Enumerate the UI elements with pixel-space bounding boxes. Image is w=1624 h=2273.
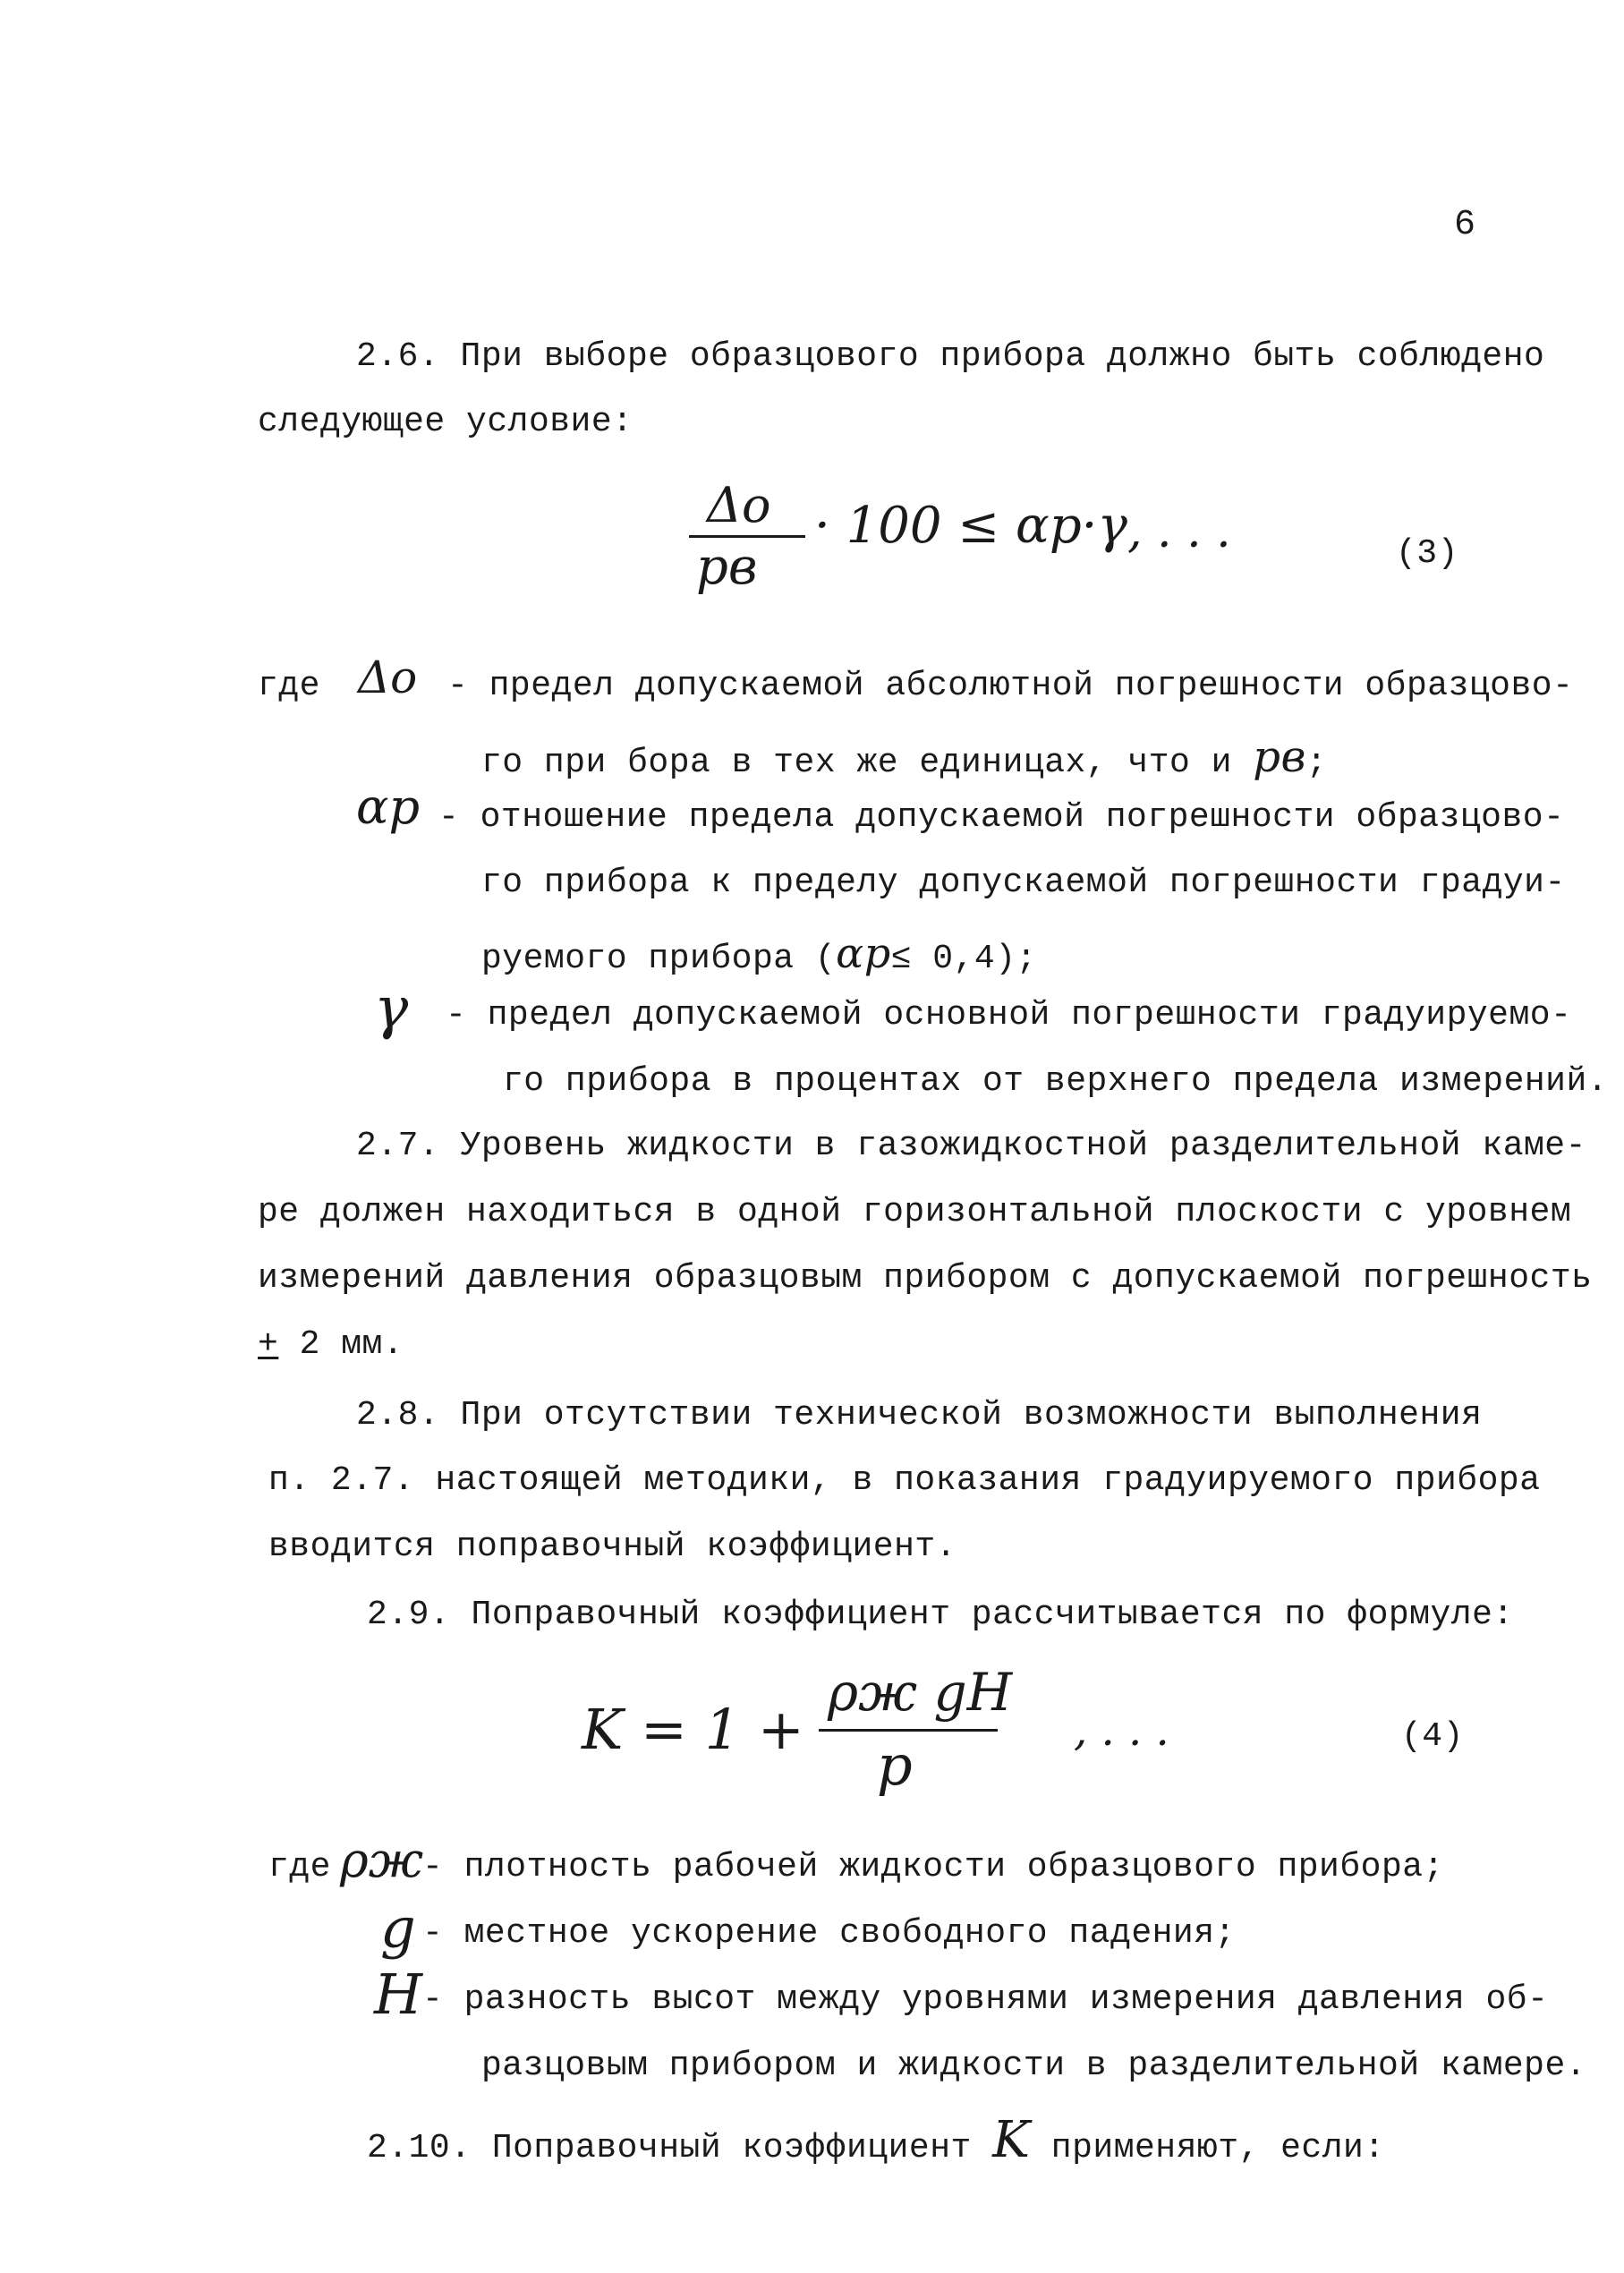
eq4-numerator: ρж gH bbox=[828, 1662, 1013, 1723]
g-definition-line-1: - местное ускорение свободного падения; bbox=[422, 1914, 1236, 1953]
section-2-9-line-1: 2.9. Поправочный коэффициент рассчитывается по формуле: bbox=[367, 1596, 1514, 1634]
eq4-label: (4) bbox=[1401, 1717, 1464, 1756]
eq3-tail: , . . . bbox=[1127, 505, 1231, 558]
where-label-2: где bbox=[268, 1848, 331, 1886]
alpha-definition-line-2: го прибора к пределу допускаемой погрешности градуи- bbox=[481, 864, 1566, 902]
section-2-6-line-1: 2.6. При выборе образцового прибора должно быть соблюдено bbox=[356, 337, 1545, 376]
delta-definition-line-2 bbox=[481, 732, 1328, 782]
section-2-7-line-4-text: 2 мм. bbox=[278, 1325, 404, 1364]
page-number: 6 bbox=[1454, 205, 1476, 245]
delta-definition-line-2-end: ; bbox=[1305, 744, 1328, 782]
eq4-fraction-bar bbox=[819, 1729, 998, 1732]
alpha-definition-line-1: - отношение предела допускаемой погрешности образцово- bbox=[438, 798, 1565, 837]
rho-definition-line-1: - плотность рабочей жидкости образцового прибора; bbox=[422, 1848, 1444, 1886]
gamma-definition-line-2: го прибора в процентах от верхнего предела измерений. bbox=[503, 1062, 1609, 1101]
section-2-8-line-2: п. 2.7. настоящей методики, в показания градуируемого прибора bbox=[268, 1461, 1541, 1500]
eq4-denominator: p bbox=[877, 1732, 913, 1798]
alpha-definition-line-3-post: ≤ 0,4); bbox=[890, 940, 1037, 978]
eq3-denominator: pв bbox=[696, 538, 758, 596]
section-2-6-line-2: следующее условие: bbox=[258, 403, 633, 441]
section-2-7-line-4 bbox=[258, 1325, 404, 1364]
eq4-lhs: K = 1 + bbox=[582, 1697, 804, 1762]
delta-definition-line-1: - предел допускаемой абсолютной погрешности образцово- bbox=[447, 667, 1574, 705]
eq4-tail: , . . . bbox=[1074, 1706, 1169, 1756]
section-2-8-line-3: вводится поправочный коэффициент. bbox=[268, 1528, 957, 1566]
section-2-10-line-1 bbox=[367, 2111, 1385, 2169]
plus-minus-sign: + bbox=[258, 1325, 279, 1364]
symbol-g: g bbox=[380, 1895, 416, 1961]
where-label-1: где bbox=[258, 667, 320, 705]
symbol-h: H bbox=[374, 1962, 423, 2027]
equation-3 bbox=[662, 465, 1467, 600]
eq3-numerator: Δo bbox=[707, 477, 771, 533]
section-2-10-post: применяют, если: bbox=[1050, 2129, 1385, 2167]
section-2-7-line-1: 2.7. Уровень жидкости в газожидкостной разделительной каме- bbox=[356, 1127, 1586, 1165]
symbol-p-v: pв bbox=[1253, 732, 1306, 782]
symbol-alpha-p-inline: αp bbox=[836, 929, 891, 977]
symbol-alpha-p: αp bbox=[356, 779, 421, 835]
section-2-7-line-2: ре должен находиться в одной горизонтальной плоскости с уровнем bbox=[258, 1193, 1572, 1231]
h-definition-line-2: разцовым прибором и жидкости в разделительной камере. bbox=[481, 2047, 1587, 2085]
section-2-8-line-1: 2.8. При отсутствии технической возможности выполнения bbox=[356, 1396, 1483, 1434]
eq3-rhs: · 100 ≤ αp·γ bbox=[814, 497, 1127, 555]
symbol-gamma: γ bbox=[374, 975, 409, 1042]
delta-definition-line-2-text: го при бора в тех же единицах, что и bbox=[481, 744, 1232, 782]
alpha-definition-line-3 bbox=[481, 929, 1037, 978]
symbol-delta-o: Δo bbox=[358, 651, 418, 703]
gamma-definition-line-1: - предел допускаемой основной погрешности градуируемо- bbox=[446, 996, 1572, 1034]
eq3-label: (3) bbox=[1396, 534, 1458, 573]
section-2-7-line-3: измерений давления образцовым прибором с допускаемой погрешность bbox=[258, 1259, 1593, 1298]
section-2-10-pre: 2.10. Поправочный коэффициент bbox=[367, 2129, 972, 2167]
alpha-definition-line-3-pre: руемого прибора ( bbox=[481, 940, 837, 978]
equation-4 bbox=[573, 1647, 1467, 1808]
h-definition-line-1: - разность высот между уровнями измерения давления об- bbox=[422, 1980, 1549, 2019]
symbol-rho-zh: ρж bbox=[340, 1832, 424, 1888]
symbol-k: K bbox=[992, 2111, 1031, 2169]
